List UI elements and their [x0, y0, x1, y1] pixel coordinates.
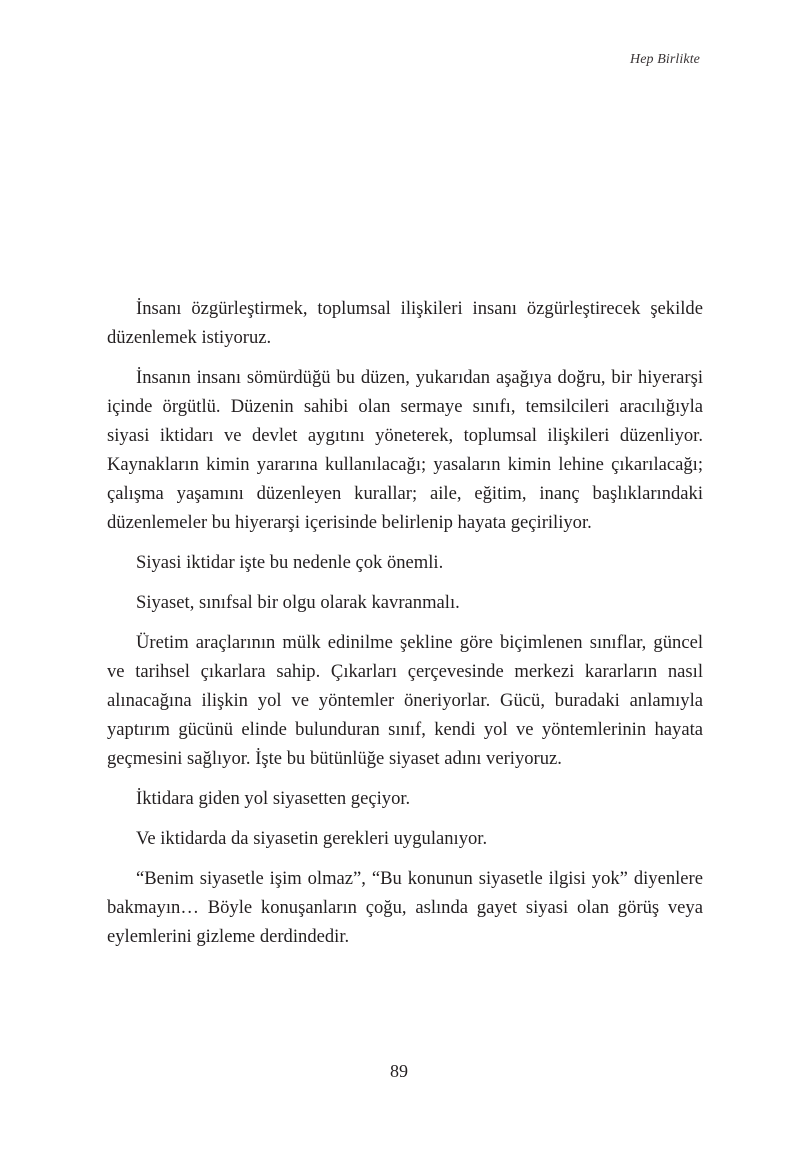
page-number: 89	[390, 1061, 408, 1081]
paragraph: İnsanın insanı sömürdüğü bu düzen, yukarıdan aşağıya doğru, bir hiyerarşi içinde örgütlü. Düzenin sahibi olan sermaye sınıfı, temsilcileri aracılığıyla siyasi iktidarı ve devlet aygıtını yöneterek, toplumsal ilişkileri düzenliyor. Kaynakların kimin yararına kullanılacağı; yasaların kimin lehine çıkarılacağı; çalışma yaşamını düzenleyen kurallar; aile, eğitim, inanç başlıklarındaki düzenlemeler bu hiyerarşi içerisinde belirlenip hayata geçiriliyor.	[107, 367, 703, 533]
paragraph: İktidara giden yol siyasetten geçiyor.	[136, 788, 411, 809]
paragraph: Ve iktidarda da siyasetin gerekleri uygulanıyor.	[136, 828, 488, 849]
paragraph: “Benim siyasetle işim olmaz”, “Bu konunun siyasetle ilgisi yok” diyenlere bakmayın… Böyle konuşanların çoğu, aslında gayet siyasi olan görüş veya eylemlerini gizleme derdindedir.	[107, 868, 703, 947]
body-text	[107, 294, 703, 962]
paragraph: Siyaset, sınıfsal bir olgu olarak kavranmalı.	[136, 592, 460, 613]
paragraph: İnsanı özgürleştirmek, toplumsal ilişkileri insanı özgürleştirecek şekilde düzenlemek istiyoruz.	[107, 298, 703, 348]
paragraph: Siyasi iktidar işte bu nedenle çok önemli.	[136, 552, 444, 573]
paragraph: Üretim araçlarının mülk edinilme şekline göre biçimlenen sınıflar, güncel ve tarihsel çıkarlara sahip. Çıkarları çerçevesinde merkezi kararların nasıl alınacağına ilişkin yol ve yöntemler öneriyorlar. Gücü, buradaki anlamıyla yaptırım gücünü elinde bulunduran sınıf, kendi yol ve yöntemlerinin hayata geçmesini sağlıyor. İşte bu bütünlüğe siyaset adını veriyoruz.	[107, 632, 703, 769]
running-header-title: Hep Birlikte	[629, 52, 700, 67]
